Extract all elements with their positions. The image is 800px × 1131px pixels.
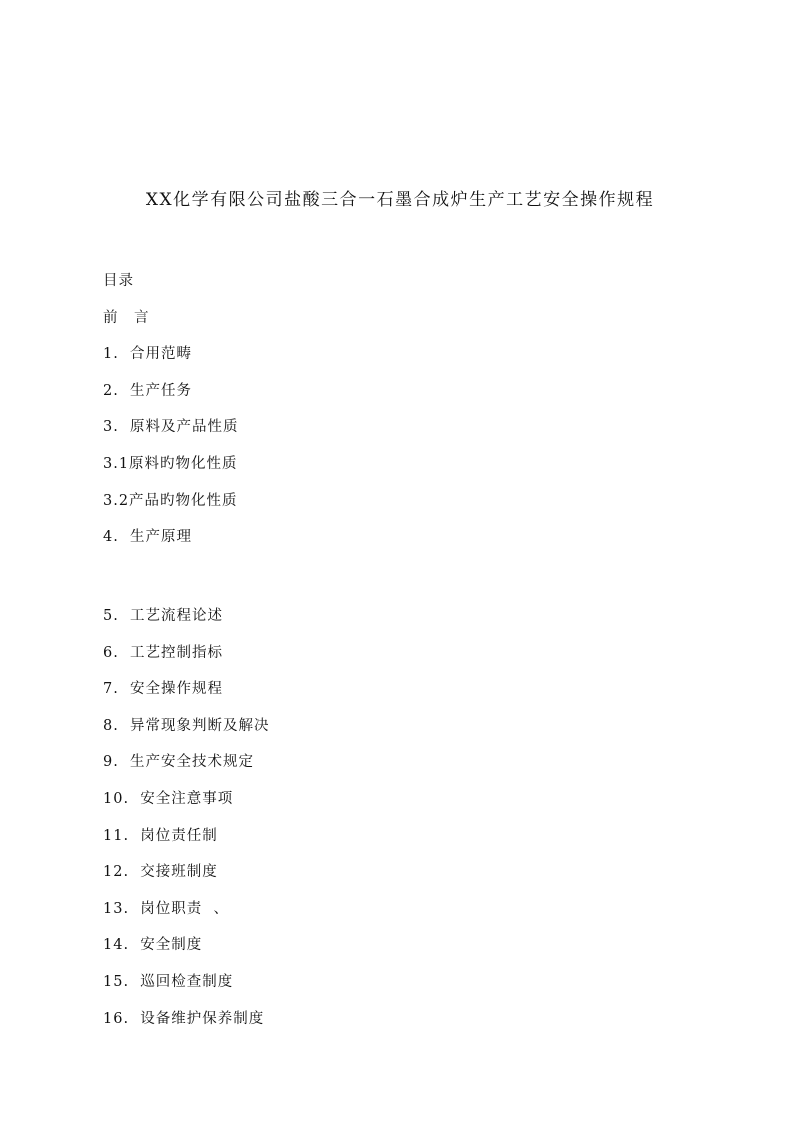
- document-title: XX化学有限公司盐酸三合一石墨合成炉生产工艺安全操作规程: [145, 190, 655, 210]
- toc-item: 16. 设备维护保养制度: [103, 1011, 265, 1027]
- toc-item: 10. 安全注意事项: [103, 791, 234, 807]
- toc-item: 2. 生产任务: [103, 383, 193, 399]
- toc-item: 3.1原料旳物化性质: [103, 456, 238, 472]
- toc-item: 8. 异常现象判断及解决: [103, 718, 270, 734]
- toc-item: 11. 岗位责任制: [103, 828, 218, 844]
- toc-item: 4. 生产原理: [103, 529, 193, 545]
- toc-heading: 目录: [103, 273, 134, 289]
- toc-item: 6. 工艺控制指标: [103, 645, 224, 661]
- toc-item: 14. 安全制度: [103, 937, 203, 953]
- toc-item: 5. 工艺流程论述: [103, 608, 224, 624]
- toc-item: 7. 安全操作规程: [103, 681, 224, 697]
- toc-item: 3. 原料及产品性质: [103, 419, 239, 435]
- toc-item: 1. 合用范畴: [103, 346, 193, 362]
- toc-item: 3.2产品旳物化性质: [103, 493, 238, 509]
- toc-item: 13. 岗位职责 、: [103, 901, 229, 917]
- toc-item: 15. 巡回检查制度: [103, 974, 234, 990]
- toc-preface: 前 言: [103, 310, 150, 326]
- toc-item: 9. 生产安全技术规定: [103, 754, 255, 770]
- toc-item: 12. 交接班制度: [103, 864, 218, 880]
